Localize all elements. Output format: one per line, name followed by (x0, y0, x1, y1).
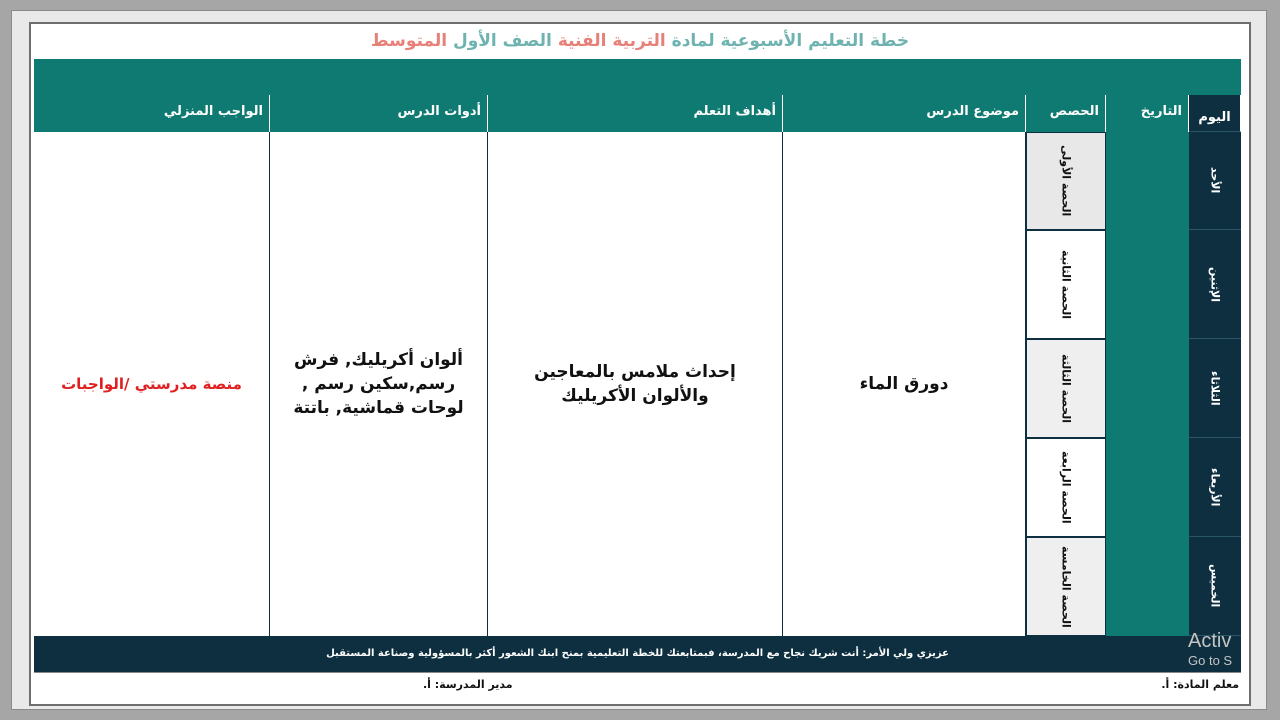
title-part-4: المتوسط (370, 31, 453, 51)
homework-cell (34, 132, 270, 636)
objectives-text: إحداث ملامس بالمعاجين والألوان الأكريليك (534, 362, 736, 406)
period-5 (1026, 537, 1106, 636)
period-4 (1026, 438, 1106, 537)
topic-cell (783, 132, 1026, 636)
day-5-label: الخميس (1208, 564, 1222, 608)
objectives-cell (488, 132, 783, 636)
header-periods: الحصص (1026, 95, 1106, 132)
watermark-line-1: Activ (1188, 630, 1232, 652)
period-4-label: الحصة الرابعة (1059, 451, 1073, 524)
teacher-signature: معلم المادة: أ. (1161, 678, 1239, 691)
tools-cell (270, 132, 488, 636)
date-column (1106, 132, 1189, 636)
header-tools: أدوات الدرس (270, 95, 488, 132)
period-1-label: الحصة الأولى (1059, 145, 1073, 217)
day-1 (1189, 132, 1241, 230)
period-2 (1026, 230, 1106, 339)
watermark-line-2: Go to S (1188, 653, 1233, 668)
period-5-label: الحصة الخامسة (1059, 545, 1073, 628)
day-2 (1189, 230, 1241, 339)
day-1-label: الأحد (1208, 167, 1222, 194)
period-1 (1026, 132, 1106, 230)
header-homework: الواجب المنزلي (34, 95, 270, 132)
title-part-2: التربية الفنية (557, 31, 672, 51)
plan-page (29, 22, 1251, 706)
day-3 (1189, 339, 1241, 438)
day-4 (1189, 438, 1241, 537)
day-4-label: الأربعاء (1208, 467, 1222, 507)
header-day: اليوم (1189, 95, 1241, 132)
period-2-label: الحصة الثانية (1059, 250, 1073, 319)
signature-divider (34, 672, 1241, 673)
parent-note: عزيزي ولي الأمر: أنت شريك نجاح مع المدرسة، فبمتابعتك للخطة التعليمية بمنح ابنك الشعور أكثر بالمسؤولية وصناعة المستقبل (34, 636, 1241, 672)
header-date: التاريخ (1106, 95, 1189, 132)
activation-watermark (1188, 630, 1232, 670)
principal-signature: مدير المدرسة: أ. (423, 678, 513, 691)
page-title (31, 30, 1249, 52)
topic-text: دورق الماء (859, 374, 949, 394)
header-topic: موضوع الدرس (783, 95, 1026, 132)
period-3-label: الحصة الثالثة (1059, 354, 1073, 423)
header-objectives: أهداف التعلم (488, 95, 783, 132)
day-3-label: الثلاثاء (1208, 370, 1222, 406)
title-part-1: خطة التعليم الأسبوعية لمادة (671, 31, 910, 51)
tools-text: ألوان أكريليك, فرش رسم,سكين رسم , لوحات قماشية, باتتة (293, 350, 464, 418)
homework-text: منصة مدرستي /الواجبات (61, 375, 242, 393)
header-band (34, 59, 1241, 95)
title-part-3: الصف الأول (452, 31, 558, 51)
day-5 (1189, 537, 1241, 636)
period-3 (1026, 339, 1106, 438)
day-2-label: الإثنين (1208, 266, 1222, 302)
